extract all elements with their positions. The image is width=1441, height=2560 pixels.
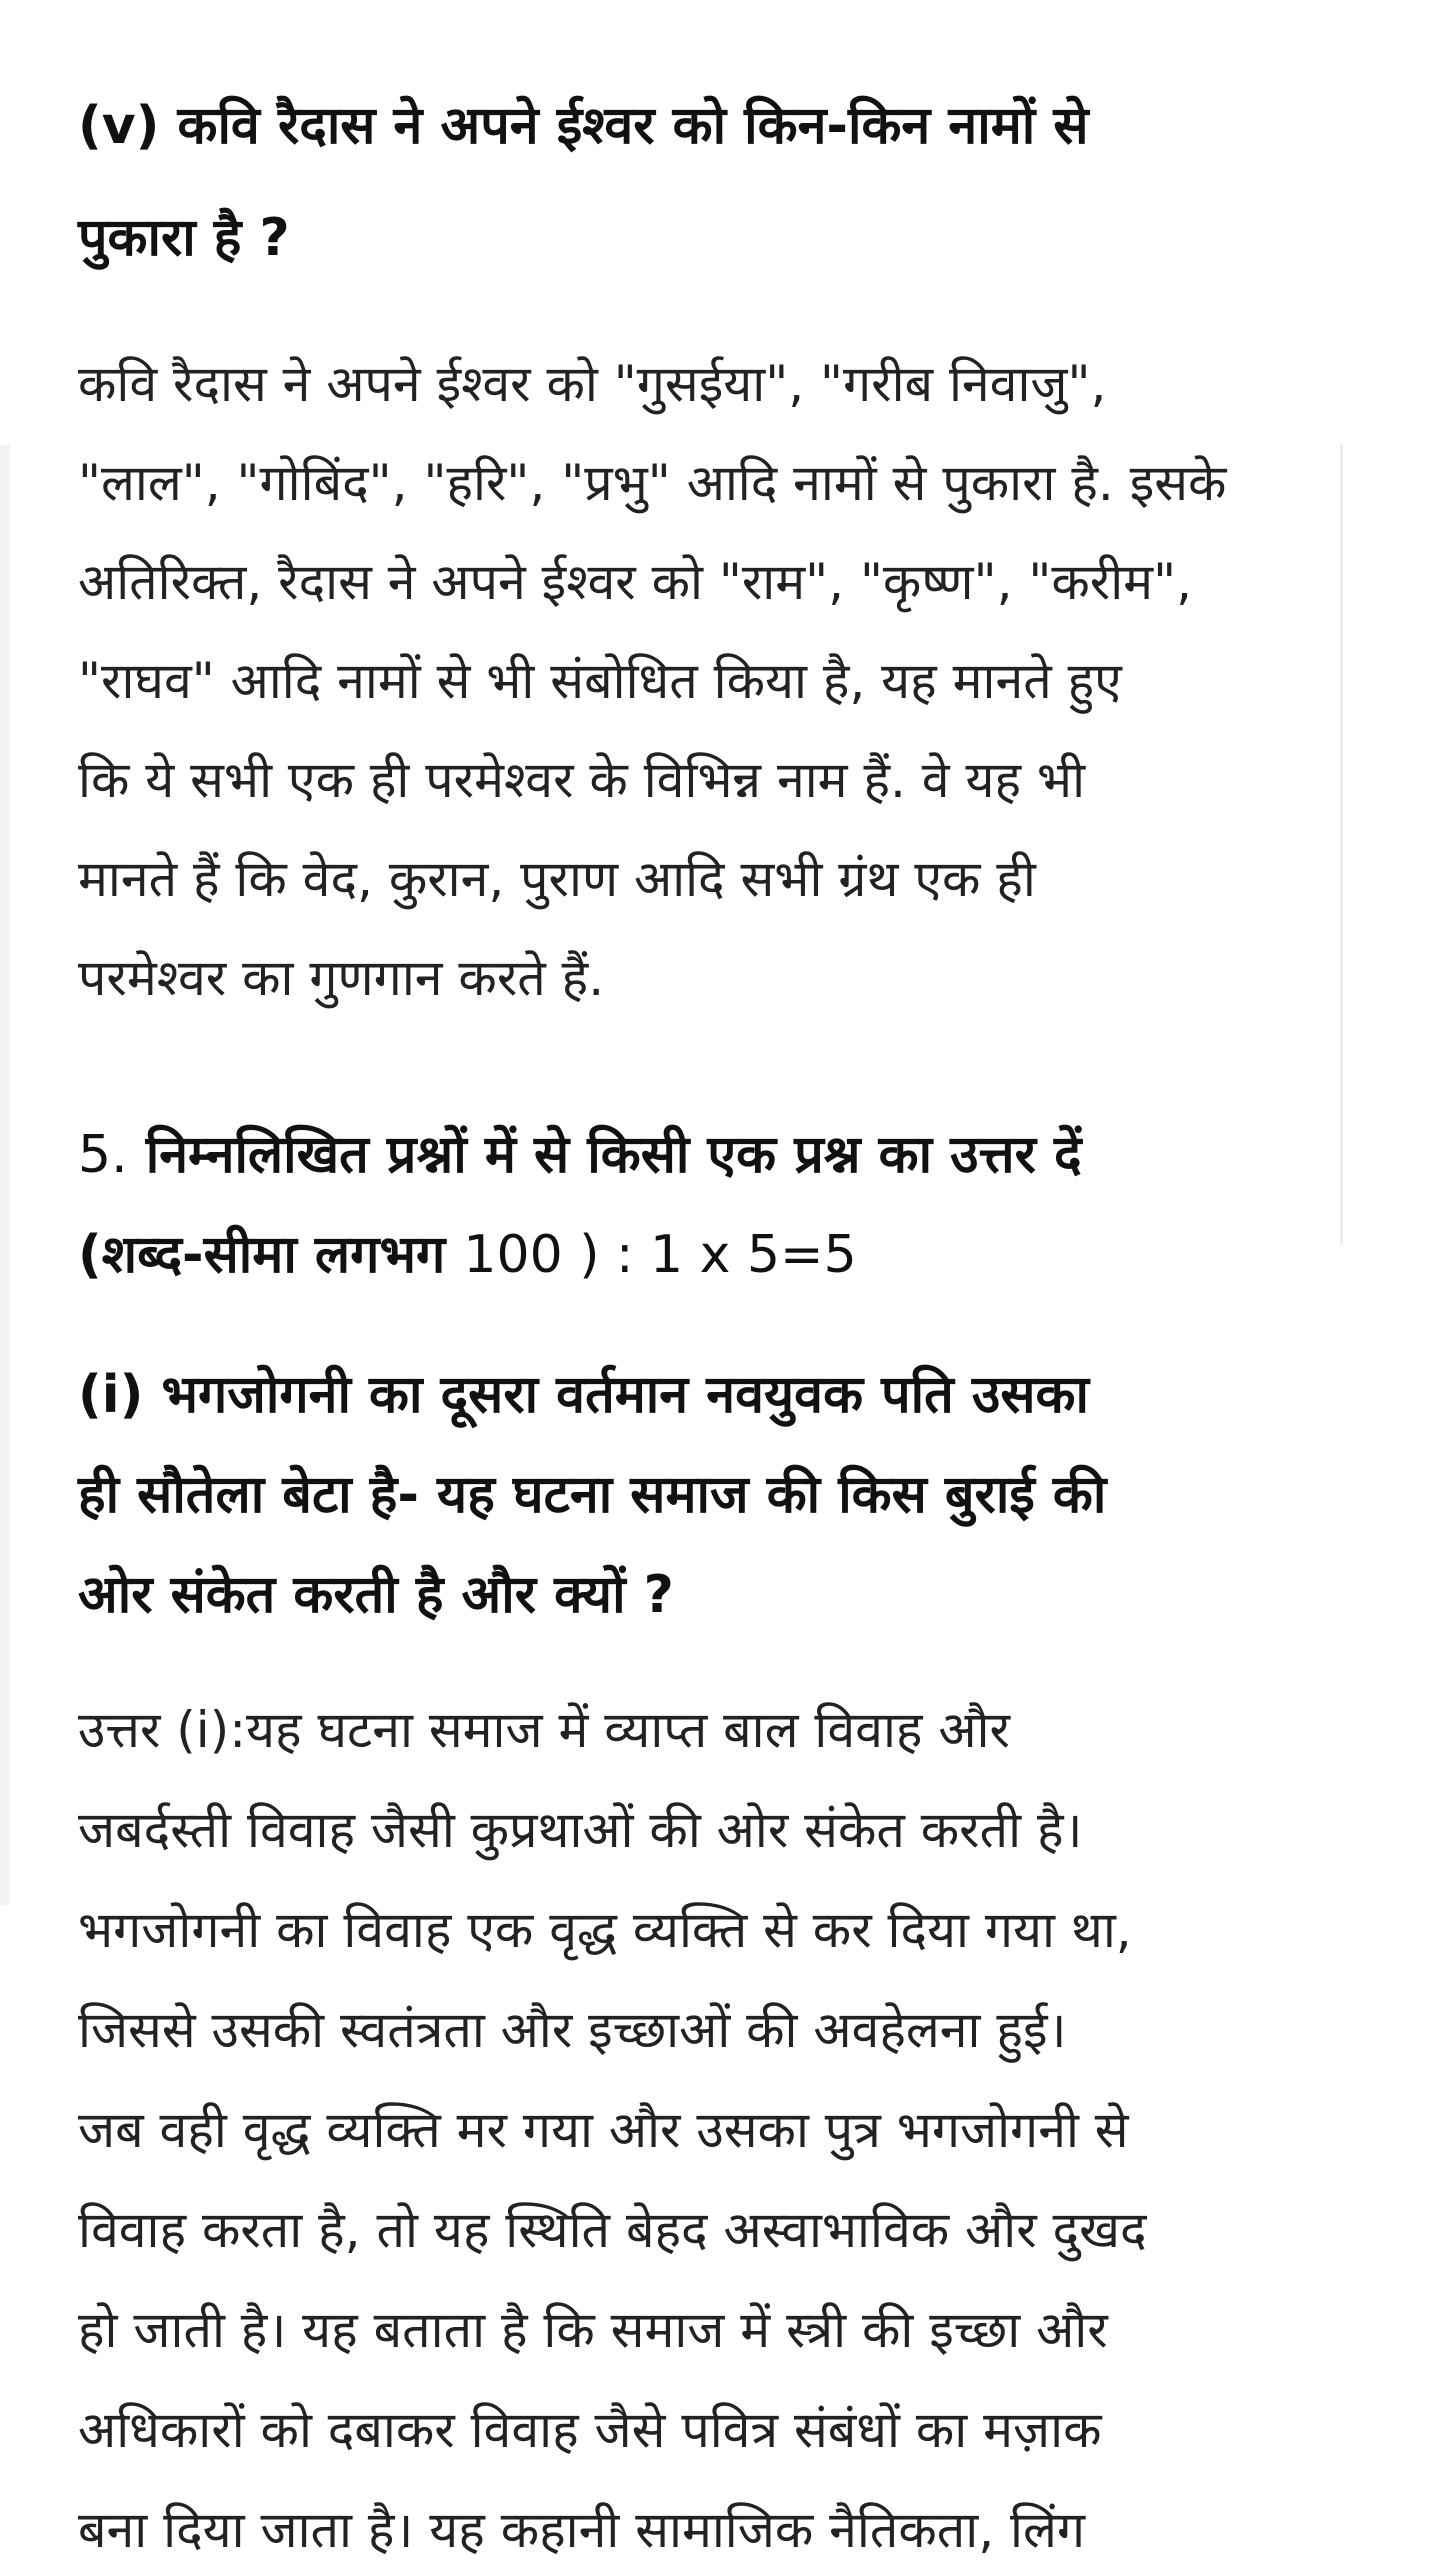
answer-v-line: अतिरिक्त, रैदास ने अपने ईश्वर को "राम", "कृष्ण", "करीम", (78, 553, 1192, 611)
answer-v-line: "लाल", "गोबिंद", "हरि", "प्रभु" आदि नामों से पुकारा है. इसके (78, 454, 1227, 512)
answer-i-line: जबर्दस्ती विवाह जैसी कुप्रथाओं की ओर संकेत करती है। (78, 1801, 1083, 1859)
section-5-heading (78, 1105, 1368, 1305)
answer-v-line: मानते हैं कि वेद, कुरान, पुराण आदि सभी ग्रंथ एक ही (78, 850, 1036, 908)
question-v-line: पुकारा है ? (78, 208, 290, 268)
left-edge-artifact (0, 445, 10, 1905)
question-v (78, 70, 1368, 294)
question-i-line: (i) भगजोगनी का दूसरा वर्तमान नवयुवक पति उसका (78, 1365, 1089, 1425)
answer-i-line: भगजोगनी का विवाह एक वृद्ध व्यक्ति से कर दिया गया था, (78, 1901, 1132, 1959)
question-v-line: (v) कवि रैदास ने अपने ईश्वर को किन-किन नामों से (78, 96, 1089, 156)
question-i-line: ओर संकेत करती है और क्यों ? (78, 1565, 674, 1625)
word-limit-label: (शब्द-सीमा लगभग (78, 1225, 446, 1285)
section-5-line-1 (78, 1105, 1368, 1205)
answer-i-line: जिससे उसकी स्वतंत्रता और इच्छाओं की अवहेलना हुई। (78, 2001, 1067, 2059)
answer-i-line: विवाह करता है, तो यह स्थिति बेहद अस्वाभाविक और दुखद (78, 2201, 1147, 2259)
section-5-number: 5. (78, 1125, 128, 1185)
answer-i-line: उत्तर (i):यह घटना समाज में व्याप्त बाल विवाह और (78, 1701, 1010, 1759)
answer-i (78, 1680, 1368, 2560)
section-5-instruction: निम्नलिखित प्रश्नों में से किसी एक प्रश्न का उत्तर दें (145, 1125, 1082, 1185)
section-5-line-2 (78, 1205, 1368, 1305)
question-i (78, 1345, 1368, 1645)
answer-v-line: "राघव" आदि नामों से भी संबोधित किया है, यह मानते हुए (78, 652, 1122, 710)
answer-v (78, 335, 1368, 1028)
marks-value: 100 ) : 1 x 5=5 (463, 1225, 857, 1285)
answer-v-line: कि ये सभी एक ही परमेश्वर के विभिन्न नाम हैं. वे यह भी (78, 751, 1086, 809)
answer-i-line: जब वही वृद्ध व्यक्ति मर गया और उसका पुत्र भगजोगनी से (78, 2101, 1129, 2159)
answer-v-line: परमेश्वर का गुणगान करते हैं. (78, 949, 605, 1007)
answer-i-line: हो जाती है। यह बताता है कि समाज में स्त्री की इच्छा और (78, 2301, 1108, 2359)
question-i-line: ही सौतेला बेटा है- यह घटना समाज की किस बुराई की (78, 1465, 1107, 1525)
answer-v-line: कवि रैदास ने अपने ईश्वर को "गुसईया", "गरीब निवाजु", (78, 355, 1107, 413)
answer-i-line: अधिकारों को दबाकर विवाह जैसे पवित्र संबंधों का मज़ाक (78, 2401, 1102, 2459)
answer-i-line: बना दिया जाता है। यह कहानी सामाजिक नैतिकता, लिंग (78, 2501, 1085, 2559)
